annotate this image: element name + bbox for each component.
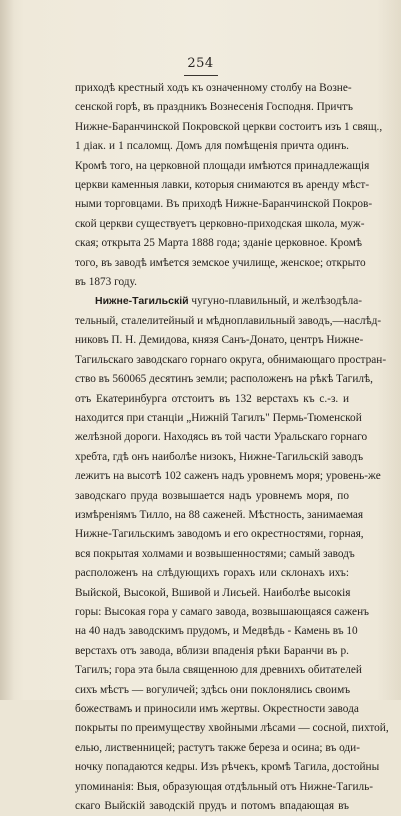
- text-line: [75, 312, 382, 331]
- text-line-content: упоминанія: Выя, образующая отдѣльный отъ Нижне-Тагиль-: [75, 780, 374, 793]
- text-line-content: находится при станціи „Нижній Тагилъ" Пермь-Тюменской: [75, 411, 362, 424]
- text-line-content: того, въ заводѣ имѣется земское училище, женское; открыто: [75, 256, 366, 269]
- text-line: [75, 273, 349, 292]
- text-line-content: горы: Высокая гора у самаго завода, возвышающаяся саженъ: [75, 605, 369, 618]
- text-line: [75, 370, 373, 389]
- text-line: [75, 487, 349, 506]
- text-line-content: чугуно-плавильный, и желѣзодѣла-: [188, 295, 362, 308]
- text-line: [75, 797, 349, 816]
- text-line: [75, 254, 366, 273]
- text-line: [75, 195, 373, 214]
- text-line-content: ская; открыта 25 Марта 1888 года; зданіе церковное. Кромѣ: [75, 237, 363, 250]
- text-line-content: Тагилъ; гора эта была священною для древнихъ обитателей: [75, 664, 362, 677]
- text-line: [75, 215, 365, 234]
- text-line: [75, 157, 370, 176]
- text-line-content: приходѣ крестный ходъ къ означенному столбу на Возне-: [75, 82, 352, 94]
- text-line: [75, 118, 383, 137]
- text-line-content: никовъ П. Н. Демидова, князя Санъ-Донато, центръ Нижне-: [75, 334, 364, 347]
- text-line: [75, 467, 381, 486]
- text-line-content: покрыты по преимуществу хвойными лѣсами — сосной, пихтой,: [75, 722, 389, 735]
- text-line-content: Выйской, Высокой, Вшивой и Лисьей. Наиболѣе высокія: [75, 586, 351, 599]
- text-line-content: въ 1873 году.: [75, 276, 137, 289]
- page-number-rule: [184, 75, 218, 76]
- text-line: [75, 409, 362, 428]
- section-heading: Нижне-Тагильскій: [95, 295, 189, 308]
- text-line-content: Нижне-Тагильскимъ заводомъ и его окрестностями, горная,: [75, 528, 364, 541]
- text-line: [75, 428, 368, 447]
- text-line: [75, 98, 353, 117]
- text-line-content: Нижне-Баранчинской Покровской церкви состоитъ изъ 1 свящ.,: [75, 120, 383, 133]
- text-line-content: ство въ 560065 десятинъ земли; расположенъ на рѣкѣ Тагилѣ,: [75, 373, 373, 386]
- text-line: [75, 622, 358, 641]
- text-line: [75, 681, 349, 700]
- text-line: [75, 176, 370, 195]
- text-line: [75, 603, 369, 622]
- text-line-content: хребта, гдѣ онъ наиболѣе низокъ, Нижне-Тагильскій заводъ: [75, 450, 364, 463]
- text-line-content: верстахъ отъ завода, вблизи впаденія рѣки Баранчи въ р.: [75, 644, 349, 657]
- text-line-content: ской церкви существуетъ церковно-приходская школа, муж-: [75, 217, 365, 230]
- text-line: [75, 137, 349, 156]
- text-line: [75, 331, 364, 350]
- text-line: [75, 234, 363, 253]
- page-number: 254: [187, 56, 214, 71]
- text-line-content: сенской горѣ, въ праздникъ Вознесенія Господня. Причтъ: [75, 101, 353, 114]
- text-line: [75, 778, 374, 797]
- text-line: [75, 584, 349, 603]
- text-line: [75, 390, 349, 409]
- text-line-content: ными торговцами. Въ приходѣ Нижне-Баранчинской Покров-: [75, 198, 373, 211]
- text-line: [75, 79, 352, 98]
- text-line-content: сихъ мѣстъ — вогуличей; здѣсь они поклонялись своимъ: [75, 683, 351, 696]
- text-line: [75, 525, 364, 544]
- text-line-content: 1 діак. и 1 псаломщ. Домъ для помѣщенія причта одинъ.: [75, 140, 349, 153]
- text-line-content: заводскаго пруда возвышается надъ уровнемъ моря, по: [75, 489, 349, 502]
- text-line: [75, 700, 359, 719]
- text-line-content: на 40 надъ заводскимъ прудомъ, и Медвѣдь - Камень въ 10: [75, 625, 358, 638]
- text-line: [75, 661, 362, 680]
- text-line: [75, 506, 364, 525]
- text-line-content: божествамъ и приносили имъ жертвы. Окрестности завода: [75, 703, 359, 715]
- text-line-content: вся покрытая холмами и возвышенностями; самый заводъ: [75, 547, 355, 560]
- text-line-content: желѣзной дороги. Находясь въ той части Уральскаго горнаго: [75, 431, 368, 444]
- text-line-content: Тагильскаго заводскаго горнаго округа, обнимающаго простран-: [75, 353, 387, 366]
- text-line: [75, 545, 355, 564]
- text-line-content: лежитъ на высотѣ 102 саженъ надъ уровнемъ моря; уровень-же: [75, 470, 381, 483]
- text-line-content: елью, лиственницей; растутъ также береза и осина; въ оди-: [75, 741, 360, 754]
- text-line: [75, 739, 360, 758]
- text-line-content: тельный, сталелитейный и мѣдноплавильный заводъ,—наслѣд-: [75, 314, 382, 327]
- text-line-content: Кромѣ того, на церковной площади имѣются принадлежащія: [75, 159, 370, 172]
- body-text: [75, 79, 389, 816]
- text-line-content: скаго Выйскій заводскій прудъ и потомъ впадающая въ: [75, 800, 349, 813]
- text-line: [75, 564, 349, 583]
- text-line-content: отъ Екатеринбурга отстоитъ въ 132 верстахъ къ с.-з. и: [75, 392, 349, 405]
- text-line-content: церкви каменныя лавки, которыя снимаются въ аренду мѣст-: [75, 179, 370, 192]
- text-line: [75, 719, 389, 738]
- text-line-content: расположенъ на слѣдующихъ горахъ или склонахъ ихъ:: [75, 567, 349, 580]
- text-line: [75, 448, 364, 467]
- text-line: [75, 351, 387, 370]
- text-line: [75, 642, 349, 661]
- text-line-content: ночку попадаются кедры. Изъ рѣчекъ, кромѣ Тагила, достойны: [75, 761, 380, 774]
- text-line: [75, 292, 362, 311]
- text-line-content: измѣреніямъ Тилло, на 88 саженей. Мѣстность, занимаемая: [75, 508, 364, 521]
- page-gutter-shadow: [0, 0, 14, 700]
- text-line: [75, 758, 380, 777]
